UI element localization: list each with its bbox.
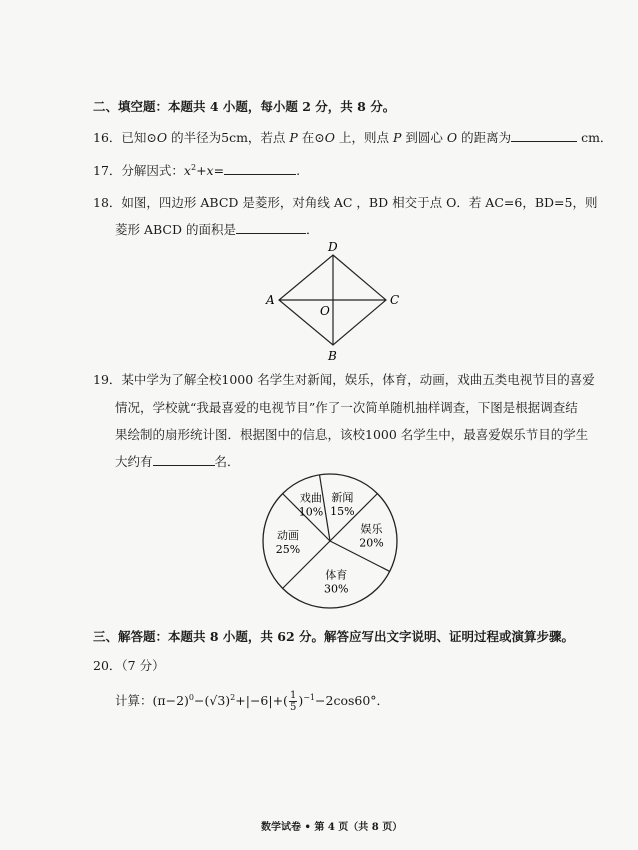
pie-slice-category: 动画	[277, 529, 299, 542]
pie-slice-category: 新闻	[331, 490, 354, 504]
q20-exponent: 2	[230, 692, 236, 702]
question-19-line-1: 19．某中学为了解全校1000 名学生对新闻，娱乐，体育，动画，戏曲五类电视节目的喜爱	[93, 372, 595, 387]
question-16	[93, 128, 612, 146]
rhombus-figure	[262, 240, 412, 364]
question-20-expression	[115, 690, 389, 713]
q16-unit: cm．	[581, 130, 613, 145]
pie-slice-percent: 30%	[324, 582, 349, 596]
section-3-heading: 三、解答题：本题共 8 小题，共 62 分。解答应写出文字说明、证明过程或演算步骤。	[93, 629, 575, 644]
label-d: D	[328, 240, 338, 254]
question-19-line-3: 果绘制的扇形统计图．根据图中的信息，该校1000 名学生中，最喜爱娱乐节目的学生	[115, 427, 589, 442]
q19-end: 名．	[214, 454, 240, 469]
question-18-line-1: 18．如图，四边形 ABCD 是菱形，对角线 AC ，BD 相交于点 O．若 AC=6，BD=5，则	[93, 195, 598, 210]
pie-chart	[255, 466, 405, 616]
label-b: B	[328, 349, 337, 363]
q20-frac-num: 1	[289, 690, 297, 701]
pie-slice-category: 体育	[325, 568, 348, 582]
question-18-line-2	[115, 220, 319, 238]
q20-label: 计算：	[115, 693, 153, 708]
q17-answer-blank[interactable]	[224, 162, 296, 175]
q20-frac-den: 5	[289, 702, 297, 713]
q16-var: P	[289, 130, 298, 145]
pie-slice-percent: 15%	[330, 504, 355, 518]
section-2-heading: 二、填空题：本题共 4 小题，每小题 2 分，共 8 分。	[93, 99, 396, 114]
q20-expr-part: (π−2)	[152, 693, 189, 708]
question-19-line-2: 情况，学校就“我最喜爱的电视节目”作了一次简单随机抽样调查，下图是根据调查结	[115, 400, 578, 415]
q16-var: O	[446, 130, 458, 145]
q20-expr-part: +|−6|+(	[235, 693, 288, 708]
q17-text: 17．分解因式：	[93, 163, 184, 178]
q17-exponent: 2	[190, 162, 197, 172]
question-20-title: 20．（7 分）	[93, 658, 165, 673]
q16-var: P	[392, 130, 402, 145]
q20-fraction	[289, 690, 297, 713]
q19-answer-blank[interactable]	[153, 453, 215, 466]
q20-exponent: −1	[303, 692, 316, 702]
q17-expression: +x=	[196, 163, 225, 178]
q18-text: 菱形 ABCD 的面积是	[115, 222, 236, 237]
q19-text: 大约有	[115, 454, 153, 469]
q16-text: 在⊙	[297, 130, 325, 145]
q18-answer-blank[interactable]	[236, 221, 306, 234]
q17-var: x	[183, 163, 191, 178]
q16-answer-blank[interactable]	[511, 129, 577, 142]
pie-slice-percent: 20%	[359, 536, 384, 550]
q17-end: .	[296, 163, 301, 178]
q16-var: O	[324, 130, 336, 145]
q16-var: O	[156, 130, 168, 145]
q20-expr-part: )	[298, 693, 304, 708]
q16-text: 上，则点	[335, 130, 393, 145]
q16-text: 的半径为5cm，若点	[167, 130, 290, 145]
q16-text: 16．已知⊙	[93, 130, 157, 145]
pie-slice-percent: 25%	[275, 543, 301, 556]
label-c: C	[390, 293, 400, 307]
q20-exponent: 0	[188, 692, 195, 702]
pie-slice-category: 娱乐	[360, 522, 383, 536]
question-17	[93, 161, 300, 179]
q16-text: 到圆心	[401, 130, 447, 145]
label-a: A	[266, 293, 275, 307]
q20-expr-part: −2cos60°．	[315, 693, 390, 708]
label-o: O	[320, 304, 330, 318]
pie-slice-category: 戏曲	[299, 491, 322, 505]
q20-expr-part: −(√3)	[194, 693, 231, 708]
pie-slice-percent: 10%	[298, 505, 324, 519]
q18-end: ．	[305, 222, 319, 237]
question-19-line-4	[115, 452, 240, 470]
page-footer: 数学试卷 • 第 4 页（共 8 页）	[261, 822, 403, 833]
q16-text: 的距离为	[457, 130, 512, 145]
